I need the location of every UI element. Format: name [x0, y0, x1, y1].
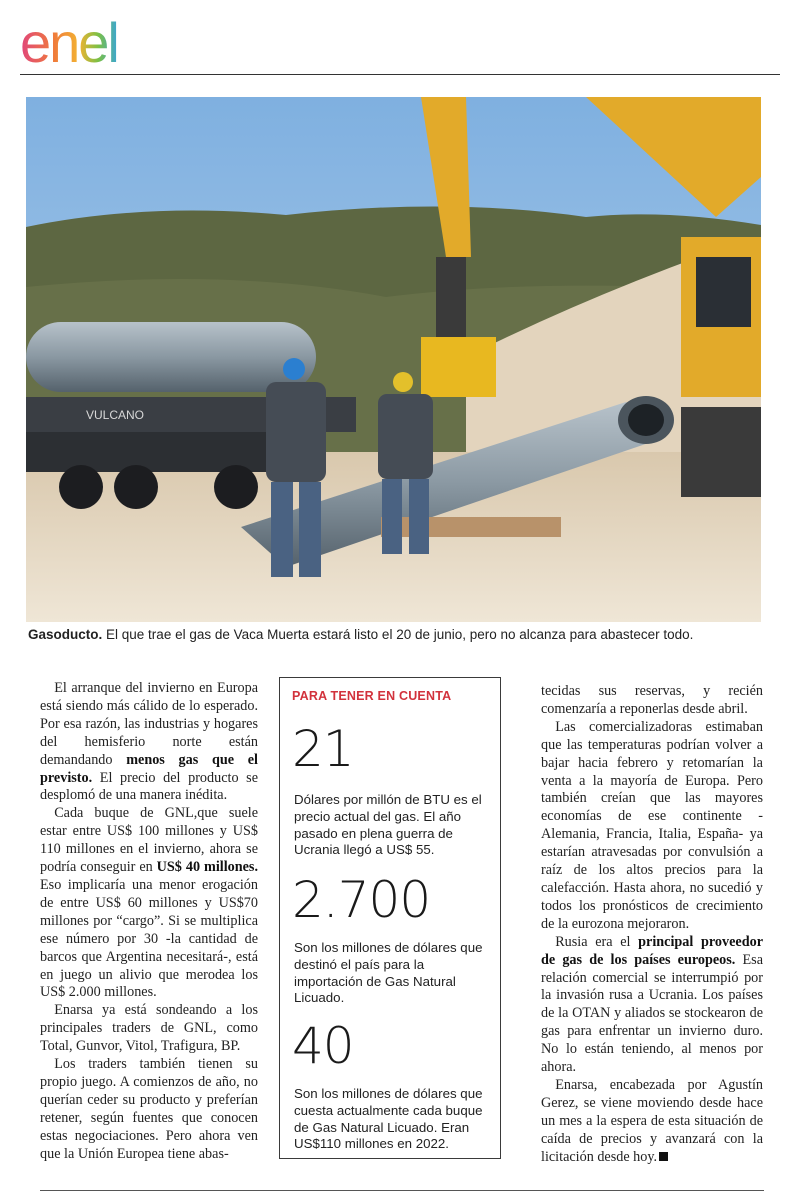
- text-run: Enarsa, encabezada por Agustín Gerez, se viene moviendo desde hace un mes a la espera de esta situación de caída de precios y avanzará con la licitación desde hoy.: [541, 1076, 763, 1165]
- header-divider: [20, 74, 780, 75]
- bold-phrase: US$ 40 millones.: [156, 859, 258, 876]
- stat-description: Son los millones de dólares que cuesta actualmente cada buque de Gas Natural Licuado. Eran US$110 millones en 2022.: [294, 1086, 483, 1152]
- article-paragraph: [40, 1056, 258, 1163]
- text-run: El arranque del invierno en Europa está siendo más cálido de lo esperado. Por esa razón, las industrias y hogares del hemisferio norte están demandando: [40, 680, 258, 768]
- article-paragraph: [40, 680, 258, 805]
- text-run: tecidas sus reservas, y recién comenzaría a reponerlas desde abril.: [541, 683, 763, 717]
- caption-lead: Gasoducto.: [28, 627, 103, 642]
- brand-name: enel: [20, 11, 118, 70]
- sidebar-heading: PARA TENER EN CUENTA: [292, 689, 452, 703]
- text-run: Enarsa ya está sondeando a los principales traders de GNL, como Total, Gunvor, Vitol, Trafigura, BP.: [40, 1002, 258, 1055]
- caption-text: El que trae el gas de Vaca Muerta estará listo el 20 de junio, pero no alcanza para abastecer todo.: [106, 627, 694, 642]
- photo-caption: [28, 627, 778, 642]
- svg-text:VULCANO: VULCANO: [86, 408, 145, 422]
- stat-description: Dólares por millón de BTU es el precio actual del gas. El año pasado en plena guerra de Ucrania llegó a US$ 55.: [294, 792, 482, 858]
- footer-divider: [40, 1190, 764, 1191]
- article-paragraph: [40, 805, 258, 1002]
- text-run: Los traders también tienen su propio juego. A comienzos de año, no querían ceder su producto y preferían retener, según fuentes que conocen estas negociaciones. Pero ahora ven que la Unión Europea tiene abas-: [40, 1056, 258, 1162]
- sidebar-box: [279, 677, 501, 1159]
- text-run: Esa relación comercial se interrumpió por la invasión rusa a Ucrania. Los países de la OTAN y aliados se stockearon de gas para enfrentar un invierno duro. No lo están teniendo, al menos por ahora.: [541, 951, 763, 1076]
- bold-phrase: principal proveedor de gas de los países europeos.: [541, 933, 763, 968]
- bold-phrase: menos gas que el previsto.: [40, 751, 258, 786]
- stat-number: 40: [292, 1017, 354, 1075]
- end-of-article-mark: [659, 1152, 668, 1161]
- text-run: Rusia era el: [555, 933, 639, 950]
- text-run: El precio del producto se desplomó de una manera inédita.: [40, 769, 258, 804]
- article-paragraph: [541, 1077, 763, 1167]
- stat-number: 2.700: [292, 871, 431, 929]
- article-paragraph: [40, 1002, 258, 1056]
- article-column-right: [541, 683, 763, 1166]
- stat-number: 21: [292, 720, 354, 778]
- text-run: Cada buque de GNL,que suele estar entre US$ 100 millones y US$ 110 millones en el invierno, ahora se podría conseguir en: [40, 805, 258, 876]
- stat-description: Son los millones de dólares que destinó el país para la importación de Gas Natural Licuado.: [294, 940, 483, 1006]
- article-column-left: [40, 680, 258, 1163]
- enel-logo: [20, 10, 170, 70]
- article-paragraph: [541, 719, 763, 934]
- article-paragraph: [541, 683, 763, 719]
- pipeline-photo: [26, 97, 761, 622]
- article-paragraph: [541, 934, 763, 1077]
- text-run: Las comercializadoras estimaban que las temperaturas podrían volver a bajar hacia febrero y retomarían la venta a la mayoría de Europa. Pero también creían que las mayores economías de ese continente -Alemania, Francia, Italia, España- ya estarían atravesadas por convulsión a raíz de los altos precios para la calefacción. Hasta ahora, no sucedió y todos los pronósticos de crecimiento de la eurozona mejoraron.: [541, 718, 763, 932]
- text-run: Eso implicaría una menor erogación de entre US$ 60 millones y US$70 millones por “cargo”. Si se multiplica ese número por 30 -la cantidad de barcos que Argentina necesitará-, está en juego un alivio que merodea los US$ 2.000 millones.: [40, 876, 258, 1001]
